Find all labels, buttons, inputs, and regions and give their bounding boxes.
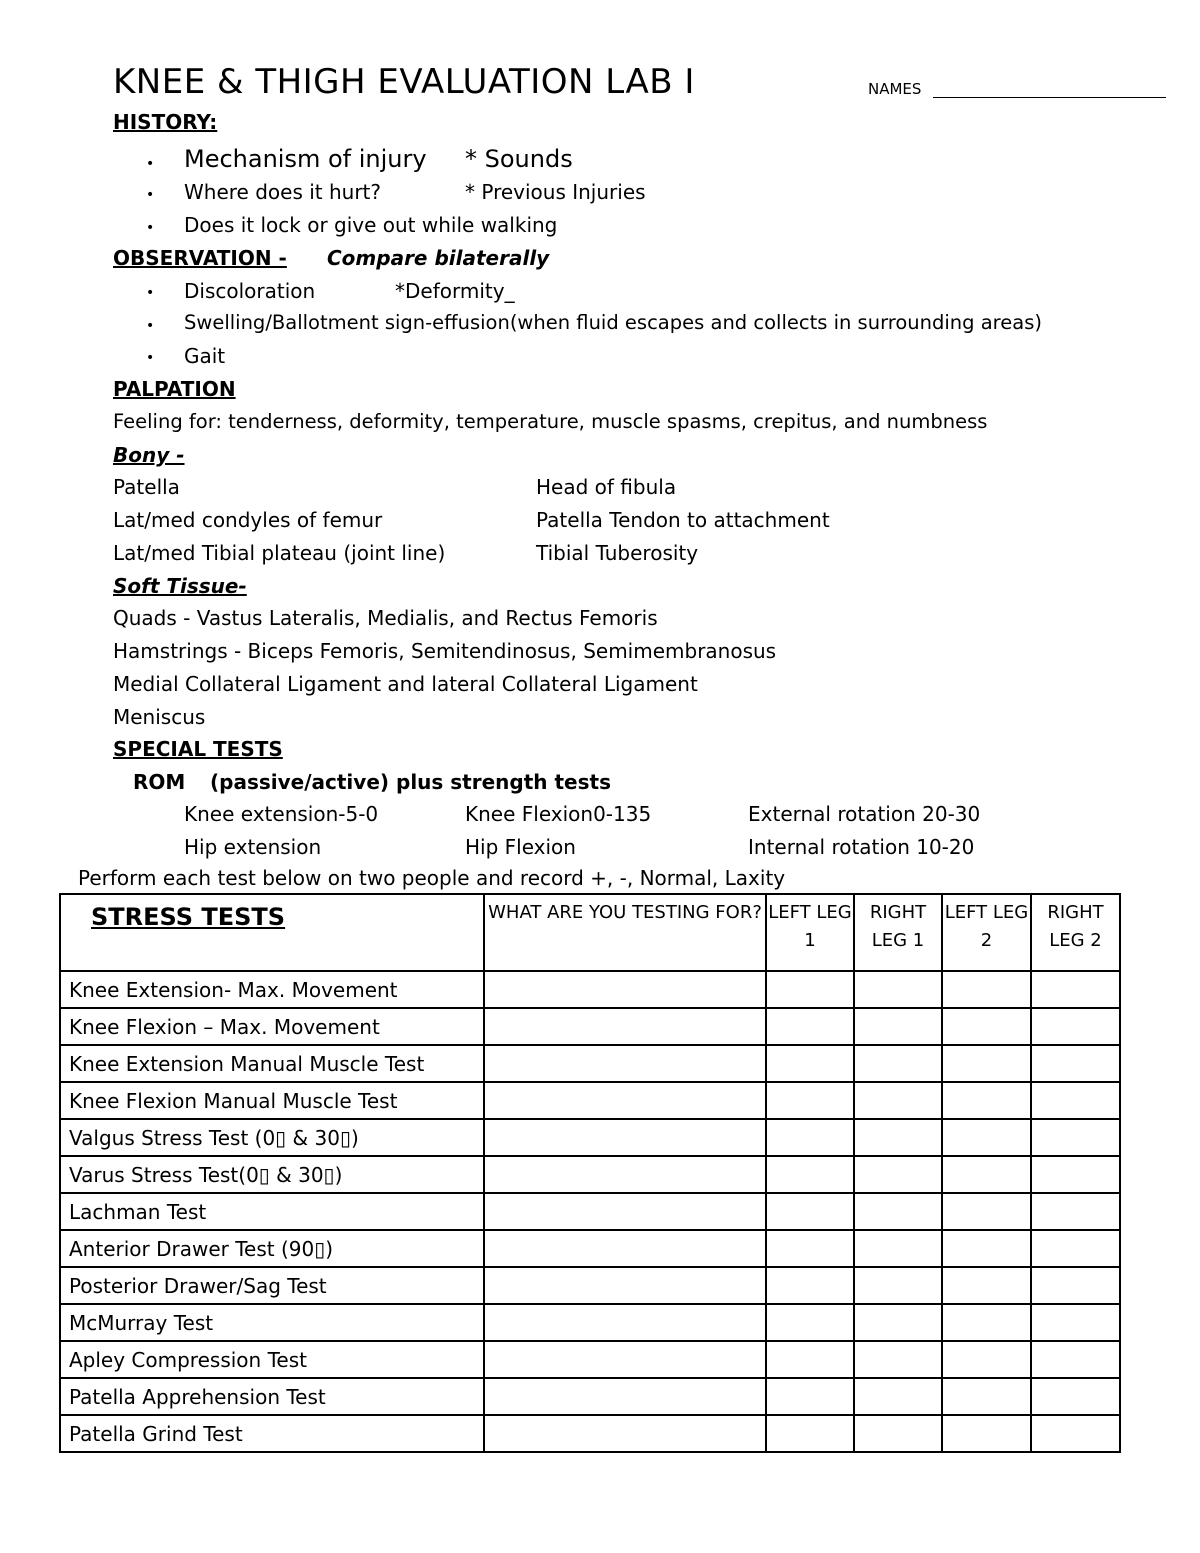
bony-header: Bony - [113, 443, 185, 467]
table-row [60, 1082, 1120, 1119]
right-leg-1-cell[interactable] [854, 971, 942, 1008]
bony-item: Tibial Tuberosity [536, 541, 699, 565]
history-sounds: * Sounds [465, 145, 573, 173]
bullet-icon: • [146, 156, 155, 172]
stress-tests-table [59, 893, 1121, 1453]
rom-value: Hip Flexion [465, 835, 576, 859]
column-header-right-leg-2: RIGHT LEG 2 [1031, 894, 1120, 971]
left-leg-2-cell[interactable] [942, 1341, 1031, 1378]
left-leg-2-cell[interactable] [942, 1267, 1031, 1304]
soft-tissue-header: Soft Tissue- [113, 574, 247, 598]
testing-for-cell[interactable] [484, 1082, 766, 1119]
stress-test-name: Apley Compression Test [60, 1341, 484, 1378]
right-leg-1-cell[interactable] [854, 1008, 942, 1045]
stress-test-name: Knee Flexion Manual Muscle Test [60, 1082, 484, 1119]
left-leg-1-cell[interactable] [766, 1267, 854, 1304]
soft-tissue-item: Meniscus [113, 705, 206, 729]
left-leg-1-cell[interactable] [766, 1341, 854, 1378]
bony-item: Patella Tendon to attachment [536, 508, 830, 532]
stress-test-name: Patella Apprehension Test [60, 1378, 484, 1415]
right-leg-1-cell[interactable] [854, 1230, 942, 1267]
left-leg-2-cell[interactable] [942, 971, 1031, 1008]
testing-for-cell[interactable] [484, 1341, 766, 1378]
left-leg-1-cell[interactable] [766, 1082, 854, 1119]
left-leg-1-cell[interactable] [766, 1230, 854, 1267]
left-leg-2-cell[interactable] [942, 1304, 1031, 1341]
bullet-icon: • [146, 285, 155, 301]
soft-tissue-item: Quads - Vastus Lateralis, Medialis, and Rectus Femoris [113, 606, 658, 630]
bullet-icon: • [146, 187, 155, 203]
bony-item: Patella [113, 475, 180, 499]
right-leg-1-cell[interactable] [854, 1119, 942, 1156]
palpation-header: PALPATION [113, 377, 236, 401]
right-leg-2-cell[interactable] [1031, 1230, 1120, 1267]
right-leg-2-cell[interactable] [1031, 1156, 1120, 1193]
right-leg-1-cell[interactable] [854, 1082, 942, 1119]
table-row [60, 1193, 1120, 1230]
left-leg-2-cell[interactable] [942, 1082, 1031, 1119]
observation-gait: Gait [184, 344, 226, 368]
stress-test-name: Varus Stress Test(0▯ & 30▯) [60, 1156, 484, 1193]
history-where: Where does it hurt? [184, 180, 382, 204]
stress-test-name: Knee Flexion – Max. Movement [60, 1008, 484, 1045]
table-row [60, 1267, 1120, 1304]
bullet-icon: • [146, 350, 155, 366]
stress-test-name: McMurray Test [60, 1304, 484, 1341]
left-leg-2-cell[interactable] [942, 1045, 1031, 1082]
right-leg-2-cell[interactable] [1031, 1008, 1120, 1045]
testing-for-cell[interactable] [484, 1378, 766, 1415]
table-row [60, 971, 1120, 1008]
left-leg-1-cell[interactable] [766, 971, 854, 1008]
right-leg-2-cell[interactable] [1031, 1341, 1120, 1378]
observation-subheader: Compare bilaterally [327, 246, 550, 270]
right-leg-2-cell[interactable] [1031, 1378, 1120, 1415]
stress-test-name: Lachman Test [60, 1193, 484, 1230]
soft-tissue-item: Hamstrings - Biceps Femoris, Semitendinosus, Semimembranosus [113, 639, 777, 663]
stress-tests-header: STRESS TESTS [60, 894, 484, 971]
right-leg-2-cell[interactable] [1031, 1119, 1120, 1156]
testing-for-cell[interactable] [484, 1415, 766, 1452]
stress-test-name: Knee Extension Manual Muscle Test [60, 1045, 484, 1082]
history-lock: Does it lock or give out while walking [184, 213, 558, 237]
special-tests-header: SPECIAL TESTS [113, 737, 283, 761]
table-row [60, 1045, 1120, 1082]
left-leg-2-cell[interactable] [942, 1415, 1031, 1452]
bony-item: Lat/med condyles of femur [113, 508, 383, 532]
observation-swelling: Swelling/Ballotment sign-effusion(when fluid escapes and collects in surrounding areas) [184, 311, 1042, 334]
left-leg-1-cell[interactable] [766, 1119, 854, 1156]
observation-discoloration: Discoloration [184, 279, 316, 303]
names-label: NAMES [868, 80, 922, 98]
right-leg-1-cell[interactable] [854, 1415, 942, 1452]
right-leg-1-cell[interactable] [854, 1045, 942, 1082]
left-leg-2-cell[interactable] [942, 1119, 1031, 1156]
rom-description: (passive/active) plus strength tests [210, 770, 611, 794]
left-leg-1-cell[interactable] [766, 1193, 854, 1230]
testing-for-cell[interactable] [484, 1119, 766, 1156]
right-leg-1-cell[interactable] [854, 1156, 942, 1193]
left-leg-2-cell[interactable] [942, 1156, 1031, 1193]
names-field[interactable] [933, 97, 1166, 98]
bony-item: Head of fibula [536, 475, 677, 499]
right-leg-1-cell[interactable] [854, 1267, 942, 1304]
left-leg-1-cell[interactable] [766, 1304, 854, 1341]
rom-value: Knee extension-5-0 [184, 802, 379, 826]
observation-header: OBSERVATION - [113, 246, 287, 270]
history-mechanism: Mechanism of injury [184, 145, 427, 173]
left-leg-2-cell[interactable] [942, 1008, 1031, 1045]
history-previous: * Previous Injuries [465, 180, 646, 204]
stress-test-name: Anterior Drawer Test (90▯) [60, 1230, 484, 1267]
right-leg-1-cell[interactable] [854, 1341, 942, 1378]
stress-test-name: Knee Extension- Max. Movement [60, 971, 484, 1008]
table-row [60, 1230, 1120, 1267]
bullet-icon: • [146, 318, 155, 334]
column-header-testing-for: WHAT ARE YOU TESTING FOR? [484, 894, 766, 971]
table-row [60, 1341, 1120, 1378]
table-row [60, 1378, 1120, 1415]
testing-for-cell[interactable] [484, 1193, 766, 1230]
column-header-right-leg-1: RIGHT LEG 1 [854, 894, 942, 971]
testing-for-cell[interactable] [484, 1230, 766, 1267]
left-leg-1-cell[interactable] [766, 1378, 854, 1415]
testing-for-cell[interactable] [484, 971, 766, 1008]
bony-item: Lat/med Tibial plateau (joint line) [113, 541, 446, 565]
left-leg-2-cell[interactable] [942, 1378, 1031, 1415]
soft-tissue-item: Medial Collateral Ligament and lateral Collateral Ligament [113, 672, 698, 696]
instruction-text: Perform each test below on two people and record +, -, Normal, Laxity [78, 866, 786, 890]
left-leg-1-cell[interactable] [766, 1156, 854, 1193]
testing-for-cell[interactable] [484, 1045, 766, 1082]
rom-label: ROM [133, 770, 186, 794]
right-leg-2-cell[interactable] [1031, 1415, 1120, 1452]
stress-test-name: Posterior Drawer/Sag Test [60, 1267, 484, 1304]
table-row [60, 1415, 1120, 1452]
column-header-left-leg-1: LEFT LEG 1 [766, 894, 854, 971]
testing-for-cell[interactable] [484, 1304, 766, 1341]
right-leg-2-cell[interactable] [1031, 971, 1120, 1008]
right-leg-2-cell[interactable] [1031, 1045, 1120, 1082]
left-leg-1-cell[interactable] [766, 1008, 854, 1045]
right-leg-2-cell[interactable] [1031, 1082, 1120, 1119]
table-row [60, 1008, 1120, 1045]
observation-deformity: *Deformity_ [395, 279, 515, 303]
stress-test-name: Valgus Stress Test (0▯ & 30▯) [60, 1119, 484, 1156]
rom-value: External rotation 20-30 [748, 802, 981, 826]
bullet-icon: • [146, 220, 155, 236]
right-leg-2-cell[interactable] [1031, 1304, 1120, 1341]
column-header-left-leg-2: LEFT LEG 2 [942, 894, 1031, 971]
testing-for-cell[interactable] [484, 1267, 766, 1304]
rom-value: Hip extension [184, 835, 322, 859]
right-leg-2-cell[interactable] [1031, 1193, 1120, 1230]
testing-for-cell[interactable] [484, 1156, 766, 1193]
palpation-feeling: Feeling for: tenderness, deformity, temperature, muscle spasms, crepitus, and numbness [113, 410, 988, 433]
stress-test-name: Patella Grind Test [60, 1415, 484, 1452]
right-leg-1-cell[interactable] [854, 1304, 942, 1341]
left-leg-2-cell[interactable] [942, 1193, 1031, 1230]
rom-value: Internal rotation 10-20 [748, 835, 975, 859]
page-title: KNEE & THIGH EVALUATION LAB I [113, 62, 695, 102]
table-row [60, 1304, 1120, 1341]
left-leg-2-cell[interactable] [942, 1230, 1031, 1267]
right-leg-1-cell[interactable] [854, 1378, 942, 1415]
right-leg-1-cell[interactable] [854, 1193, 942, 1230]
left-leg-1-cell[interactable] [766, 1415, 854, 1452]
table-row [60, 1119, 1120, 1156]
table-row [60, 1156, 1120, 1193]
testing-for-cell[interactable] [484, 1008, 766, 1045]
right-leg-2-cell[interactable] [1031, 1267, 1120, 1304]
history-header: HISTORY: [113, 110, 218, 134]
rom-value: Knee Flexion0-135 [465, 802, 652, 826]
left-leg-1-cell[interactable] [766, 1045, 854, 1082]
